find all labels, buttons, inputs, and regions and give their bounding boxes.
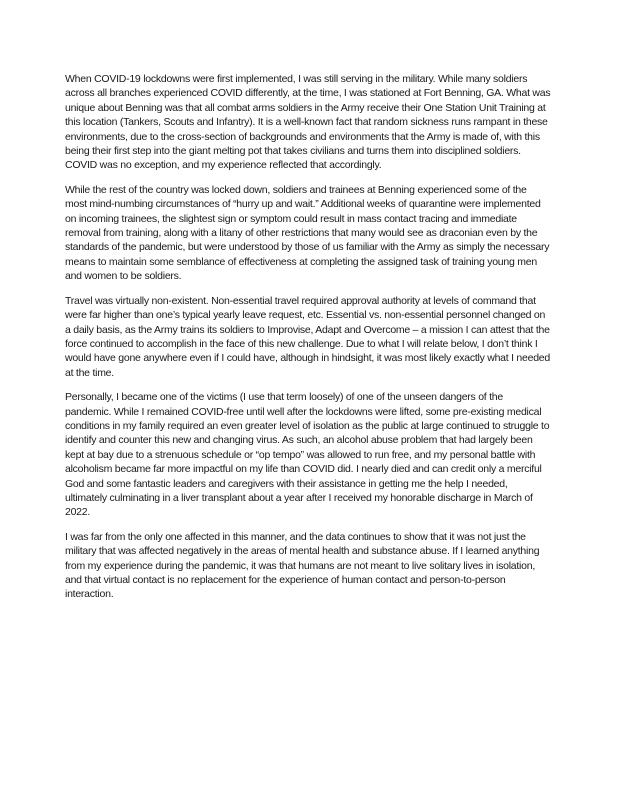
paragraph-5: I was far from the only one affected in this manner, and the data continues to show that it was not just the military that was affected negatively in the areas of mental health and substance abuse. If I learned anything from my experience during the pandemic, it was that humans are not meant to live solitary lives in isolation, and that virtual contact is no replacement for the experience of human contact and person-to-person interaction. — [65, 530, 540, 601]
paragraph-3: Travel was virtually non-existent. Non-essential travel required approval authority at levels of command that were far higher than one’s typical yearly leave request, etc. Essential vs. non-essential personnel changed on a daily basis, as the Army trains its soldiers to Improvise, Adapt and Overcome – a mission I can attest that the force continued to accomplish in the face of this new challenge. Due to what I will relate below, I don’t think I would have gone anywhere even if I could have, although in hindsight, it was most likely exactly what I needed at the time. — [65, 294, 550, 379]
document-body — [65, 72, 551, 602]
paragraph-2: While the rest of the country was locked down, soldiers and trainees at Benning experienced some of the most mind-numbing circumstances of “hurry up and wait.” Additional weeks of quarantine were implemented on incoming trainees, the slightest sign or symptom could result in mass contact tracing and immediate removal from training, along with a litany of other restrictions that many would see as draconian even by the standards of the pandemic, but were understood by those of us familiar with the Army as simply the necessary means to maintain some semblance of effectiveness at completing the assigned task of training young men and women to be soldiers. — [65, 183, 550, 283]
paragraph-4: Personally, I became one of the victims (I use that term loosely) of one of the unseen dangers of the pandemic. While I remained COVID-free until well after the lockdowns were lifted, some pre-existing medical conditions in my family required an even greater level of isolation as the public at large continued to struggle to identify and counter this new and changing virus. As such, an alcohol abuse problem that had largely been kept at bay due to a strenuous schedule or “op tempo” was allowed to run free, and my personal battle with alcoholism became far more impactful on my life than COVID did. I nearly died and can credit only a merciful God and some fantastic leaders and caregivers with their assistance in getting me the help I needed, ultimately culminating in a liver transplant about a year after I received my honorable discharge in March of 2022. — [65, 391, 550, 519]
paragraph-1: When COVID-19 lockdowns were first implemented, I was still serving in the military. While many soldiers across all branches experienced COVID differently, at the time, I was stationed at Fort Benning, GA. What was unique about Benning was that all combat arms soldiers in the Army receive their One Station Unit Training at this location (Tankers, Scouts and Infantry). It is a well-known fact that random sickness runs rampant in these environments, due to the cross-section of backgrounds and environments that the Army is made of, with this being their first step into the giant melting pot that takes civilians and turns them into disciplined soldiers. COVID was no exception, and my experience reflected that accordingly. — [65, 73, 551, 172]
